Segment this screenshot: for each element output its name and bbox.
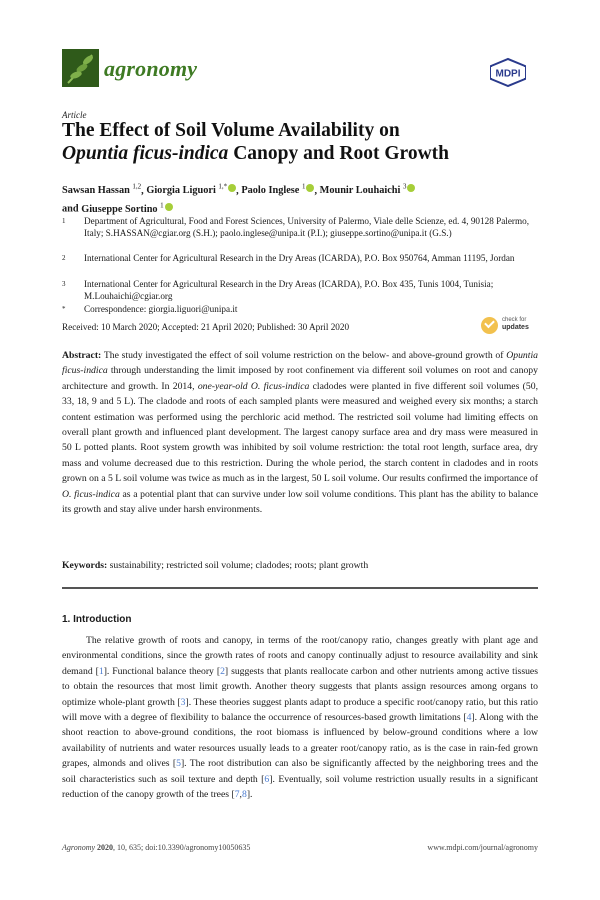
orcid-icon[interactable] <box>407 184 415 192</box>
author[interactable]: Giuseppe Sortino $^1$ <box>81 204 172 215</box>
section-heading: 1. Introduction <box>62 614 132 625</box>
species-name: O. ficus-indica <box>62 488 120 500</box>
title-line2: Canopy and Root Growth <box>228 143 449 164</box>
check-for-updates-button[interactable]: check for updates <box>481 316 537 336</box>
intro-fragment: ]. Along with the shoot reaction to above-ground conditions, the root biomass is influenced by below-ground conditions where a low availability of nutrients and water resources usually leads to a greater root/canopy ratio, as is the case in rain-fed grown grapes, almonds and olives [ <box>62 712 538 770</box>
citation-link[interactable]: 3 <box>180 696 186 708</box>
citation-link[interactable]: 2 <box>220 665 225 677</box>
intro-fragment: ] suggests that plants reallocate carbon and other nutrients among active tissues to obtain the resources that most limit growth. Another theory suggests that plants assign resources among organs to optimize whole-plant growth [ <box>62 665 539 708</box>
affiliation: 1 Department of Agricultural, Food and Forest Sciences, University of Palermo, Viale delle Scienze, ed. 4, 90128 Palermo, Italy; S.HASSAN@cgiar.org (S.H.); paolo.inglese@unipa.it (P.I.); giuseppe.sortino@unipa.it (G.S.) <box>62 216 530 238</box>
affiliation: 3 International Center for Agricultural Research in the Dry Areas (ICARDA), P.O. Box 435, Tunis 1004, Tunisia; M.Louhaichi@cgiar.org <box>62 279 494 301</box>
footer-journal-url[interactable]: www.mdpi.com/journal/agronomy <box>427 843 538 852</box>
abstract-fragment: cladodes were planted in five different soil volumes (50, 33, 18, 9 and 5 L). The cladode and roots of each sampled plants were measured and weighed every six months; a starch content estimation was performed using the perchloric acid method. The restricted soil volume had limiting effects on overall plant growth and influenced plant development. The largest canopy surface area and dry mass were measured in 50 L potted plants. Root system growth was inhibited by soil volume restriction: the total root length, surface area, dry mass and volume decreased due to this restriction. During the whole period, the starch content in cladodes and in roots grown on a 5 L soil volume was twice as much as in the largest, 50 L soil volume. Our results confirmed the importance of <box>62 380 538 485</box>
keywords <box>62 560 368 571</box>
citation-link[interactable]: 7 <box>234 789 240 801</box>
title-species: Opuntia ficus-indica <box>62 143 229 164</box>
citation-link[interactable]: 5 <box>176 758 181 770</box>
author[interactable]: Giorgia Liguori $^{1,*}$ <box>146 185 236 196</box>
citation-link[interactable]: 4 <box>466 712 472 724</box>
intro-fragment: ]. <box>246 789 253 801</box>
abstract-label: Abstract: <box>62 350 102 361</box>
author-list: Sawsan Hassan $^{1,2}$, Giorgia Liguori $^{1,*}$ , Paolo Inglese $^1$ , Mounir Louhaichi $^3$ and Giuseppe Sortino $^1$ <box>62 180 542 217</box>
author[interactable]: Sawsan Hassan $^{1,2}$ <box>62 183 142 197</box>
keywords-text: sustainability; restricted soil volume; cladodes; roots; plant growth <box>107 560 369 571</box>
intro-fragment: [ <box>95 665 99 677</box>
article-type: Article <box>62 110 87 120</box>
abstract-fragment: as a potential plant that can survive under low soil volume conditions. This plant has the ability to balance its growth and stay alive under harsh environments. <box>62 488 539 516</box>
citation-link[interactable]: 1 <box>98 665 104 677</box>
intro-fragment: ]. Eventually, soil volume restriction usually results in a significant reduction of the canopy growth of the trees [ <box>62 773 538 801</box>
author[interactable]: Mounir Louhaichi $^3$ <box>320 185 416 196</box>
paper-title <box>62 119 542 165</box>
publication-dates: Received: 10 March 2020; Accepted: 21 April 2020; Published: 30 April 2020 <box>62 322 350 332</box>
author[interactable]: Paolo Inglese $^1$ <box>241 185 314 196</box>
intro-fragment: ]. Functional balance theory [ <box>103 665 221 677</box>
title-line1: The Effect of Soil Volume Availability on <box>62 120 400 141</box>
abstract-fragment: through understanding the limit imposed by root confinement via different soil volumes on root and canopy architecture and growth. In 2014, <box>62 365 538 392</box>
citation-link[interactable]: 6 <box>264 773 270 785</box>
footer-citation: Agronomy 2020, 10, 635; doi:10.3390/agronomy10050635 <box>62 843 251 852</box>
keywords-label: Keywords: <box>62 560 108 571</box>
species-name: one-year-old O. ficus-indica <box>197 380 310 392</box>
intro-fragment: The relative growth of roots and canopy, in terms of the root/canopy ratio, changes greatly with plant age and environmental conditions, since the growth rates of roots and canopy continually adjust to resource availability and sink demand <box>62 635 538 677</box>
introduction-paragraph <box>62 633 538 802</box>
divider <box>62 587 538 589</box>
abstract-text <box>62 350 538 515</box>
abstract <box>62 348 538 517</box>
journal-name: agronomy <box>104 56 198 81</box>
intro-fragment: ]. The root distribution can also be significantly affected by the neighboring trees and the soil characteristics such as soil texture and depth [ <box>62 758 539 785</box>
abstract-fragment: The study investigated the effect of soil volume restriction on the below- and above-ground growth of <box>101 350 507 361</box>
intro-fragment: ]. These theories suggest plants adapt to produce a specific root/canopy ratio, but this ratio will move with a degree of flexibility to balance the occurrence of resources-based growth limitations [ <box>62 696 539 724</box>
citation-link[interactable]: 8 <box>241 789 247 801</box>
journal-logo-icon <box>62 49 99 87</box>
affiliation: 2 International Center for Agricultural Research in the Dry Areas (ICARDA), P.O. Box 950764, Amman 11195, Jordan <box>62 253 515 263</box>
species-name: Opuntia ficus-indica <box>62 350 538 377</box>
orcid-icon[interactable] <box>228 184 236 192</box>
correspondence: * Correspondence: giorgia.liguori@unipa.it <box>62 304 238 314</box>
intro-fragment: , <box>239 789 242 801</box>
orcid-icon[interactable] <box>165 203 173 211</box>
mdpi-logo-icon <box>488 57 528 87</box>
mdpi-logo-text: MDPI <box>495 68 521 80</box>
checkmark-icon <box>481 317 498 334</box>
